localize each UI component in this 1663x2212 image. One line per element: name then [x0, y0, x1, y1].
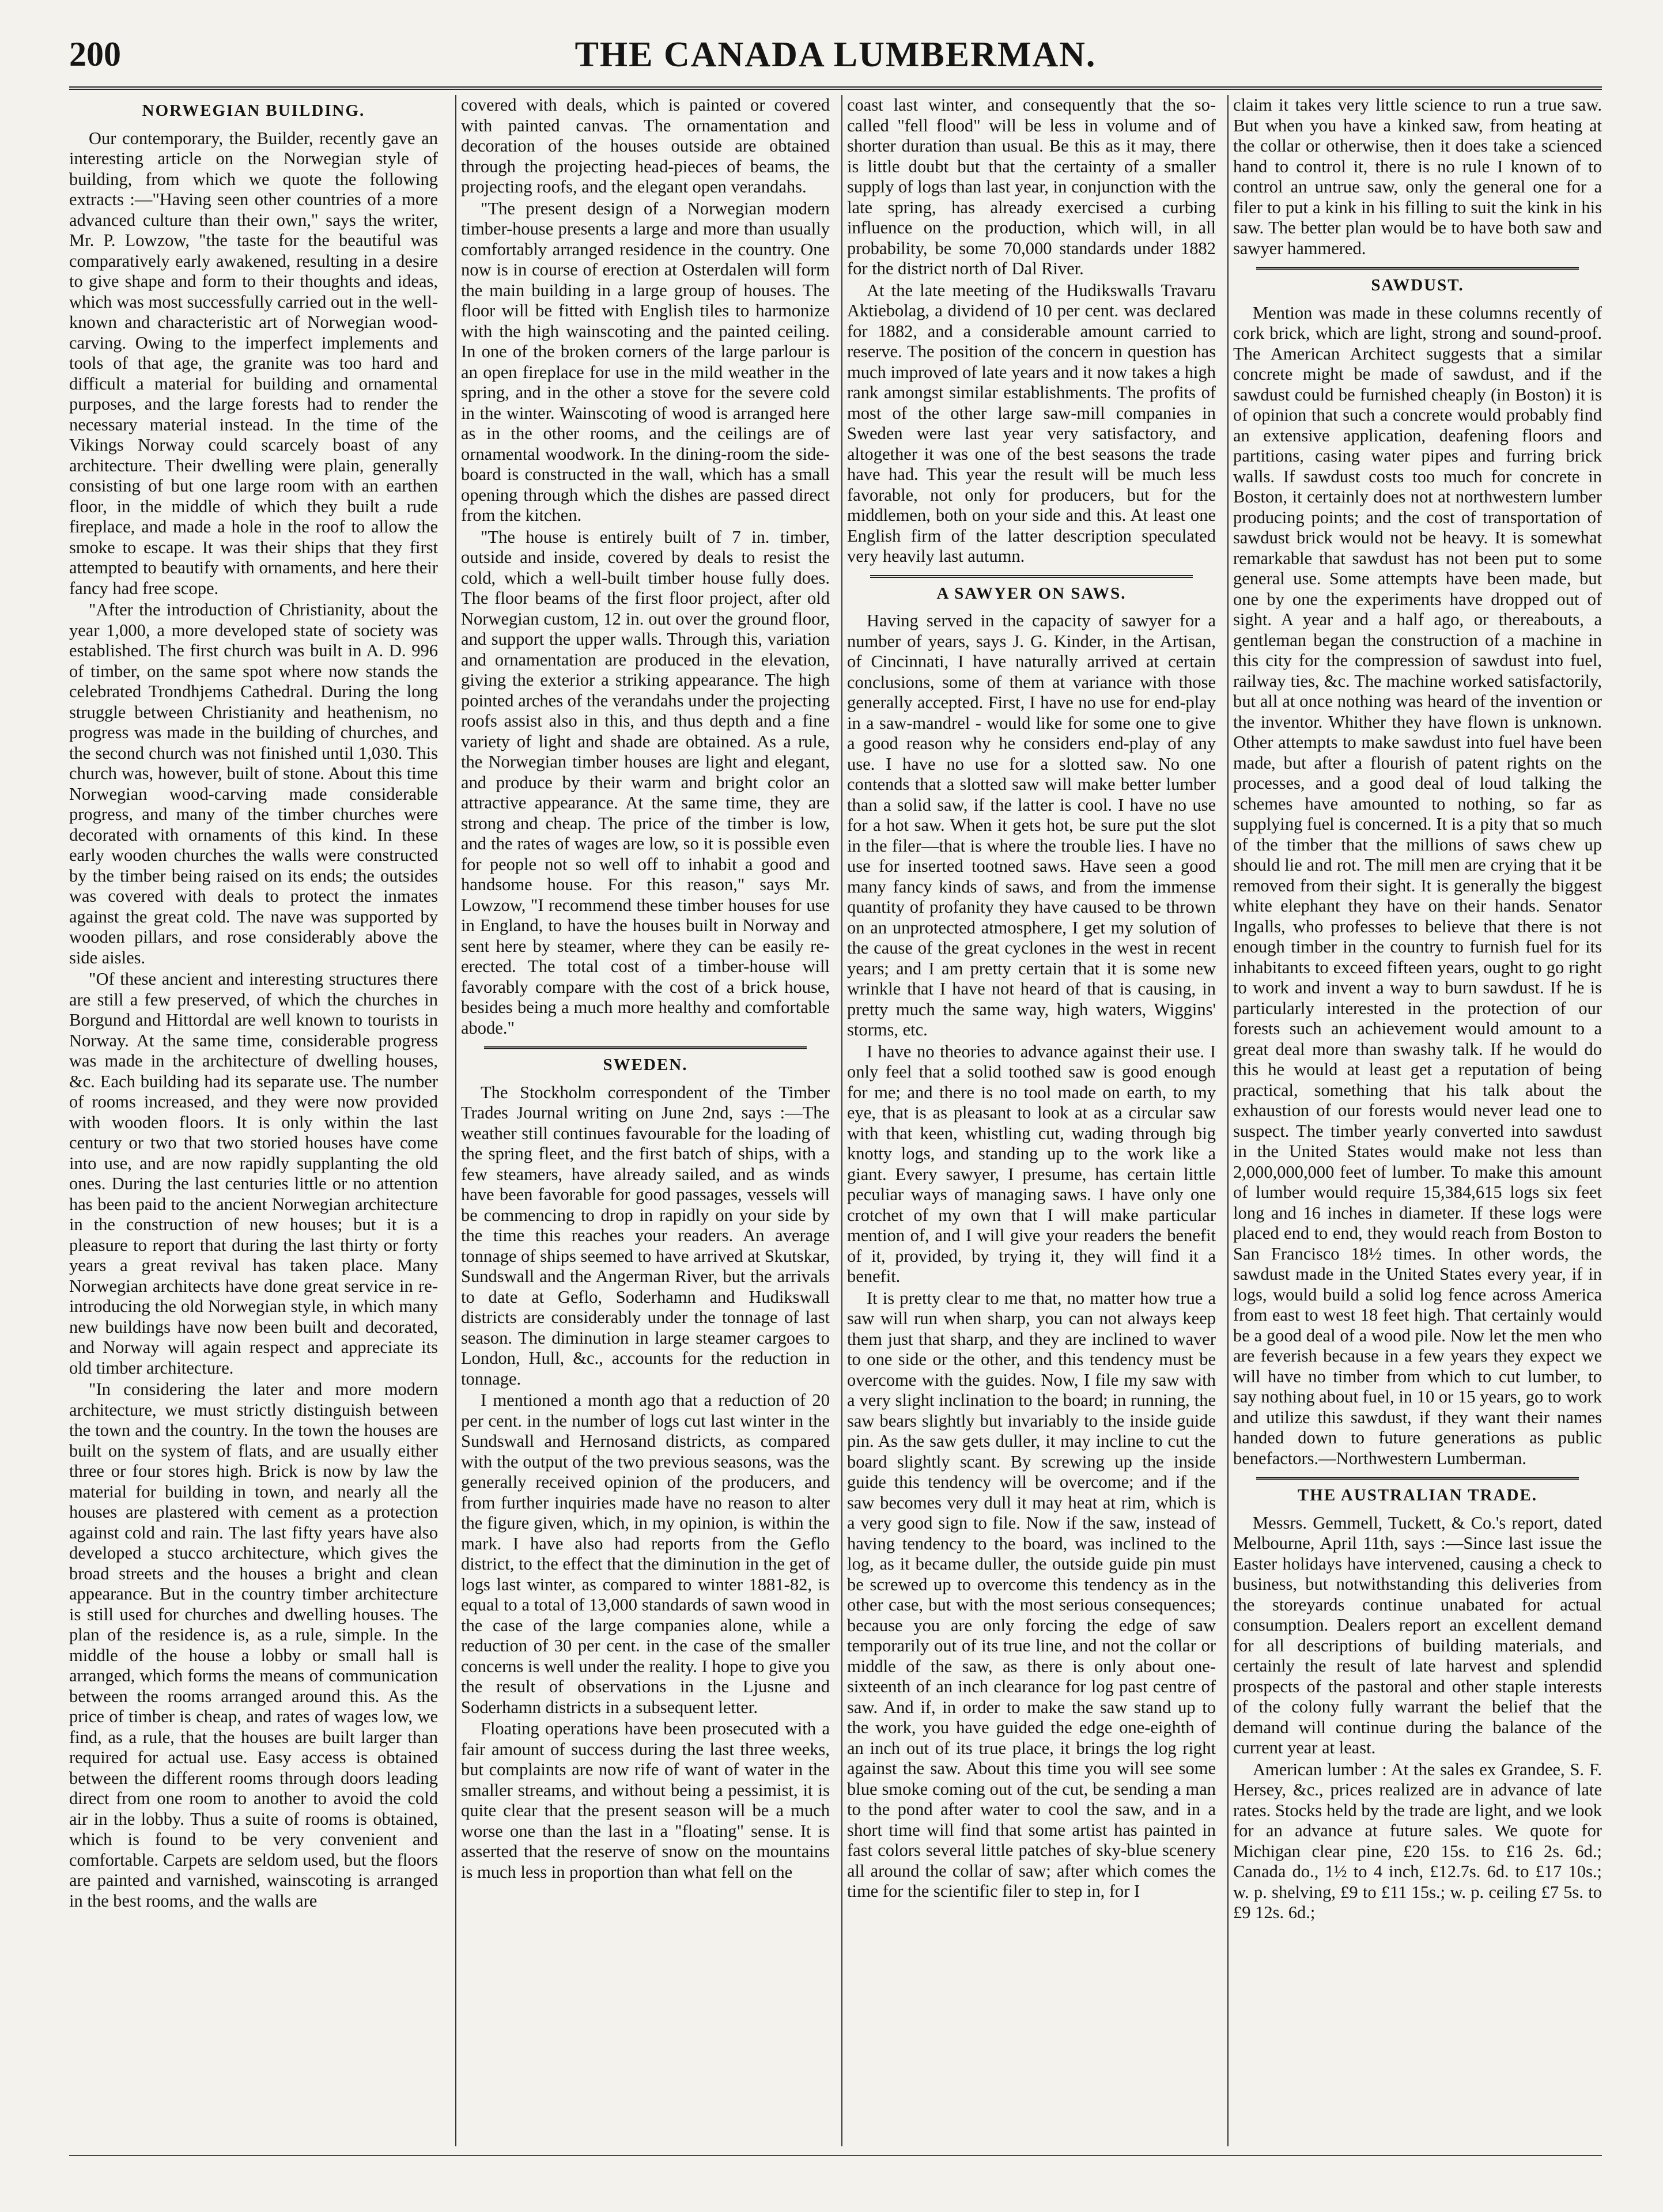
section-separator: [1256, 1477, 1579, 1480]
paragraph: Floating operations have been prosecuted with a fair amount of success during the last three weeks, but complaints are now rife of want of water in the smaller streams, and without being a pessimist, it is quite clear that the present season will be a much worse one than the last in a "floating" sense. It is asserted that the reserve of snow on the mountains is much less in proportion than what fell on the: [461, 1719, 830, 1882]
masthead: [69, 35, 1602, 92]
column-3: [847, 95, 1216, 2146]
paragraph: Our contemporary, the Builder, recently gave an interesting article on the Norwegian style of building, from which we quote the following extracts :—"Having seen other countries of a more advanced culture than their own," says the writer, Mr. P. Lowzow, "the taste for the beautiful was comparatively early awakened, resulting in a desire to give shape and form to their thoughts and ideas, which was most successfully carried out in the well-known and characteristic art of Norwegian wood-carving. Owing to the imperfect implements and tools of that age, the granite was too hard and difficult a material for building and ornamental purposes, and the large forests had to render the necessary material instead. In the time of the Vikings Norway could scarcely boast of any architecture. Their dwelling were plain, generally consisting of but one large room with an earthen floor, in the middle of which they built a rude fireplace, and made a hole in the roof to allow the smoke to escape. It was their ships that they first attempted to beautify with ornaments, and here their fancy had free scope.: [69, 128, 438, 598]
section-separator: [1256, 267, 1579, 270]
paragraph: I have no theories to advance against their use. I only feel that a solid toothed saw is good enough for me; and there is no tool made on earth, to my eye, that is as pleasant to look at as a circular saw with that keen, whistling cut, wading through big knotty logs, and standing up to the work like a giant. Every sawyer, I presume, has certain little peculiar ways of managing saws. I have only one crotchet of my own that I will make particular mention of, and I will give your readers the benefit of it, provided, by trying it, they will find it a benefit.: [847, 1041, 1216, 1286]
paragraph: The Stockholm correspondent of the Timber Trades Journal writing on June 2nd, says :—The weather still continues favourable for the loading of the spring fleet, and the first batch of ships, with a few steamers, have already sailed, and as winds have been favorable for good passages, vessels will be commencing to drop in rapidly on your side by the time this reaches your readers. An average tonnage of ships seemed to have arrived at Skutskar, Sundswall and the Angerman River, but the arrivals to date at Geflo, Soderhamn and Hudikswall districts are considerably under the tonnage of last season. The diminution in large steamer cargoes to London, Hull, &c., accounts for the reduction in tonnage.: [461, 1082, 830, 1389]
paragraph: Having served in the capacity of sawyer for a number of years, says J. G. Kinder, in the Artisan, of Cincinnati, I have naturally arrived at certain conclusions, some of them at variance with those generally accepted. First, I have no use for end-play in a saw-mandrel - would like for some one to give a good reason why he considers end-play of any use. I have no use for a slotted saw. No one contends that a slotted saw will make better lumber than a solid saw, if the latter is cool. I have no use for a hot saw. When it gets hot, be sure put the slot in the filer—that is where the trouble lies. I have no use for inserted tootned saws. Have seen a good many fancy kinds of saws, and from the immense quantity of profanity they have caused to be thrown on an unprotected atmosphere, I get my solution of the cause of the great cyclones in the west in recent years; and I am pretty certain that it is some new wrinkle that I have not heard of that is causing, in pretty much the same way, high waters, Wiggins' storms, etc.: [847, 611, 1216, 1039]
paragraph: It is pretty clear to me that, no matter how true a saw will run when sharp, you can not always keep them just that sharp, and they are inclined to waver to one side or the other, and this tendency must be overcome with the guides. Now, I file my saw with a very slight inclination to the board; in running, the saw bears slightly but invariably to the inside guide pin. As the saw gets duller, it may incline to cut the board slightly scant. By screwing up the inside guide this tendency will be overcome; and if the saw becomes very dull it may heat at rim, which is a very good sign to file. Now if the saw, instead of having tendency to the board, was inclined to the log, as it became duller, the outside guide pin must be screwed up to overcome this tendency as in the other case, but with the most serious consequences; because you are only forcing the edge of saw temporarily out of its true line, and not the collar or middle of the saw, as there is only about one-sixteenth of an inch clearance for log past centre of saw. And if, in order to make the saw stand up to the work, you have guided the edge one-eighth of an inch out of its true place, it brings the log right against the saw. About this time you will see some blue smoke coming out of the cut, be sending a man to the pond after water to cool the saw, and in a short time will find that some artist has painted in fast colors several little patches of sky-blue scenery all around the collar of saw; after which comes the time for the scientific filer to step in, for I: [847, 1288, 1216, 1901]
newspaper-title: THE CANADA LUMBERMAN.: [575, 35, 1097, 74]
article-heading-sweden: SWEDEN.: [603, 1056, 688, 1074]
section-separator: [484, 1046, 807, 1049]
page-number: 200: [69, 35, 121, 73]
paragraph: "The house is entirely built of 7 in. timber, outside and inside, covered by deals to resist the cold, which a well-built timber house fully does. The floor beams of the first floor project, after old Norwegian custom, 12 in. out over the ground floor, and support the upper walls. Through this, variation and ornamentation are produced in the elevation, giving the exterior a striking appearance. The high pointed arches of the verandahs under the projecting roofs assist also in this, and thus depth and a fine variety of light and shade are obtained. As a rule, the Norwegian timber houses are light and elegant, and produce by their warm and bright color an attractive appearance. At the same time, they are strong and cheap. The price of the timber is low, and the rates of wages are low, so it is possible even for people not so well off to inhabit a good and handsome house. For this reason," says Mr. Lowzow, "I recommend these timber houses for use in England, to have the houses built in Norway and sent here by steamer, where they can be easily re-erected. The total cost of a timber-house will favorably compare with the cost of a brick house, besides being a much more healthy and comfortable abode.": [461, 527, 830, 1038]
paragraph: covered with deals, which is painted or covered with painted canvas. The ornamentation and decoration of the houses outside are obtained through the projecting head-pieces of beams, the projecting roofs, and the elegant open verandahs.: [461, 95, 830, 196]
paragraph: Mention was made in these columns recently of cork brick, which are light, strong and sound-proof. The American Architect suggests that a similar concrete might be made of sawdust, and if the sawdust could be furnished cheaply (in Boston) it is of opinion that such a concrete would probably find an extensive application, deafening floors and partitions, casing water pipes and furring brick walls. If sawdust costs too much for concrete in Boston, it certainly does not at northwestern lumber producing points; and the cost of transportation of sawdust brick would not be heavy. It is somewhat remarkable that sawdust has not been put to some general use. Some attempts have been made, but one by one the experiments have dropped out of sight. A year and a half ago, or thereabouts, a gentleman began the construction of a machine in this city for the compression of sawdust into fuel, railway ties, &c. The machine worked satisfactorily, but all at once nothing was heard of the invention or the inventor. Whither they have flown is unknown. Other attempts to make sawdust into fuel have been made, but after a flourish of patent rights on the processes, and a good deal of loud talking the schemes have amounted to nothing, so far as supplying fuel is concerned. It is a pity that so much of the timber that the millions of saws chew up should lie and rot. The mill men are crying that it be removed from their sight. It is generally the biggest white elephant they have on their hands. Senator Ingalls, who professes to believe that there is not enough timber in the country to furnish fuel for its inhabitants to exceed fifteen years, ought to go right to work and invent a way to burn sawdust. If he is particularly interested in the protection of our forests such an achievement would amount to a great deal more than swashy talk. If he would do this he would at least get a reputation of being practical, something that his talk about the exhaustion of our forests would never lead one to suspect. The timber yearly converted into sawdust in the United States would make not less than 2,000,000,000 feet of lumber. To make this amount of lumber would require 15,384,615 logs six feet long and 16 inches in diameter. If these logs were placed end to end, they would reach from Boston to San Francisco 18½ times. In other words, the sawdust made in the United States every year, if in logs, would build a solid log fence across America from east to west 18 feet high. That certainly would be a good deal of a wood pile. Now let the men who are feverish because in a few years they expect we will have no timber from which to cut lumber, to say nothing about fuel, in 10 or 15 years, go to work and utilize this sawdust, if they want their names handed down to future generations as public benefactors.—Northwestern Lumberman.: [1233, 303, 1602, 1468]
paragraph: "The present design of a Norwegian modern timber-house presents a large and more than usually comfortably arranged residence in the country. One now is in course of erection at Osterdalen will form the main building in a large group of houses. The floor will be fitted with English tiles to harmonize with the high wainscoting and the painted ceiling. In one of the broken corners of the large parlour is an open fireplace for use in the mild weather in the spring, and in the other a stove for the severe cold in the winter. Wainscoting of wood is arranged here as in the other rooms, and the ceilings are of ornamental woodwork. In the dining-room the side-board is constructed in the wall, which has a small opening through which the dishes are passed direct from the kitchen.: [461, 198, 830, 525]
paragraph: I mentioned a month ago that a reduction of 20 per cent. in the number of logs cut last winter in the Sundswall and Hernosand districts, as compared with the output of the two previous seasons, was the generally received opinion of the producers, and from further inquiries made have no reason to alter the figure given, which, in my opinion, is within the mark. I have also had reports from the Geflo district, to the effect that the diminution in the get of logs last winter, as compared to winter 1881-82, is equal to a total of 13,000 standards of sawn wood in the case of the large companies alone, while a reduction of 30 per cent. in the case of the smaller concerns is well under the reality. I hope to give you the result of observations in the Ljusne and Soderhamn districts in a subsequent letter.: [461, 1390, 830, 1717]
paragraph: "After the introduction of Christianity, about the year 1,000, a more developed state of society was established. The first church was built in A. D. 996 of timber, on the same spot where now stands the celebrated Trondhjems Cathedral. During the long struggle between Christianity and heathenism, no progress was made in the building of churches, and the second church was not finished until 1,030. This church was, however, built of stone. About this time Norwegian wood-carving made considerable progress, and many of the timber churches were decorated with ornaments of this kind. In these early wooden churches the walls were constructed by the timber being raised on its ends; the outsides was covered with deals to protect the inmates against the great cold. The nave was supported by wooden pillars, and rose considerably above the side aisles.: [69, 600, 438, 967]
page-bottom-rule: [69, 2155, 1602, 2156]
column-1: [69, 95, 438, 2146]
masthead-rule: [69, 86, 1602, 90]
column-2: [461, 95, 830, 2146]
section-separator: [870, 575, 1193, 578]
paragraph: "In considering the later and more modern architecture, we must strictly distinguish between the town and the country. In the town the houses are built on the system of flats, and are usually either three or four stores high. Brick is now by law the material for building in town, and nearly all the houses are plastered with cement as a protection against cold and rain. The last fifty years have also developed a stucco architecture, which gives the broad streets and the houses a bright and clean appearance. But in the country timber architecture is still used for churches and dwelling houses. The plan of the residence is, as a rule, simple. In the middle of the house a lobby or small hall is arranged, which forms the means of communication between the rooms arranged around this. As the price of timber is cheap, and rates of wages low, we find, as a rule, that the houses are built larger than required for actual use. Easy access is obtained between the different rooms through doors leading direct from one room to another to avoid the cold air in the lobby. Thus a suite of rooms is obtained, which is found to be very convenient and comfortable. Carpets are seldom used, but the floors are painted and varnished, wainscoting is arranged in the best rooms, and the walls are: [69, 1379, 438, 1911]
paragraph: Messrs. Gemmell, Tuckett, & Co.'s report, dated Melbourne, April 11th, says :—Since last issue the Easter holidays have intervened, causing a check to business, but notwithstanding this deliveries from the storeyards continue unabated for actual consumption. Dealers report an excellent demand for all descriptions of building materials, and certainly the result of late harvest and splendid prospects of the pastoral and other staple interests of the colony fully warrant the belief that the demand will continue during the balance of the current year at least.: [1233, 1513, 1602, 1757]
article-heading-sawyer-on-saws: A SAWYER ON SAWS.: [936, 584, 1127, 603]
paragraph: claim it takes very little science to run a true saw. But when you have a kinked saw, from heating at the collar or otherwise, then it does take a scienced hand to control it, there is no rule I known of to control an untrue saw, only the general one for a filer to put a kink in his filling to suit the kink in his saw. The better plan would be to have both saw and sawyer hammered.: [1233, 95, 1602, 258]
paragraph: "Of these ancient and interesting structures there are still a few preserved, of which the churches in Borgund and Hittordal are well known to tourists in Norway. At the same time, considerable progress was made in the architecture of dwelling houses, &c. Each building had its separate use. The number of rooms increased, and they were now provided with wooden floors. It is only within the last century or two that two storied houses have come into use, and are now rapidly supplanting the old ones. During the last centuries little or no attention has been paid to the ancient Norwegian architecture in the construction of new houses; but it is a pleasure to report that during the last thirty or forty years a great revival has taken place. Many Norwegian architects have done great service in re-introducing the old Norwegian style, in which many new buildings have now been built and decorated, and Norway will again respect and appreciate its old timber architecture.: [69, 969, 438, 1378]
paragraph: American lumber : At the sales ex Grandee, S. F. Hersey, &c., prices realized are in advance of late rates. Stocks held by the trade are light, and we look for an advance at future sales. We quote for Michigan clear pine, £20 15s. to £16 2s. 6d.; Canada do., 1½ to 4 inch, £12.7s. 6d. to £17 10s.; w. p. shelving, £9 to £11 15s.; w. p. ceiling £7 5s. to £9 12s. 6d.;: [1233, 1759, 1602, 1922]
paragraph: coast last winter, and consequently that the so-called "fell flood" will be less in volume and of shorter duration than usual. Be this as it may, there is little doubt but that the certainty of a smaller supply of logs than last year, in conjunction with the late spring, has already exercised a curbing influence on the production, which will, in all probability, be some 70,000 standards under 1882 for the district north of Dal River.: [847, 95, 1216, 278]
article-columns: [69, 95, 1602, 2146]
column-4: [1233, 95, 1602, 2146]
paragraph: At the late meeting of the Hudikswalls Travaru Aktiebolag, a dividend of 10 per cent. was declared for 1882, and a considerable amount carried to reserve. The position of the concern in question has much improved of late years and it now takes a high rank amongst similar establishments. The profits of most of the other large saw-mill companies in Sweden were last year very satisfactory, and altogether it was one of the best seasons the trade have had. This year the result will be much less favorable, not only for producers, but for the middlemen, both on your side and this. At least one English firm of the latter description speculated very heavily last autumn.: [847, 280, 1216, 566]
article-heading-australian-trade: THE AUSTRALIAN TRADE.: [1297, 1486, 1538, 1504]
article-heading-sawdust: SAWDUST.: [1371, 276, 1464, 294]
article-heading-norwegian-building: NORWEGIAN BUILDING.: [142, 101, 365, 120]
